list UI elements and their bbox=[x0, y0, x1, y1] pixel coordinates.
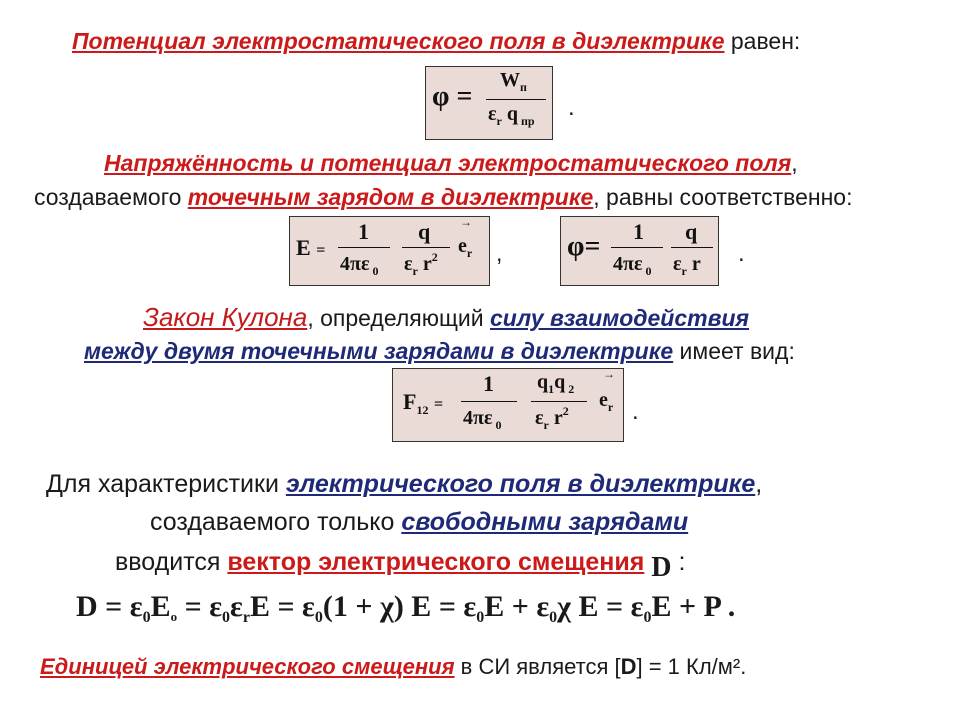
para4-line2: создаваемого только свободными зарядами bbox=[150, 508, 689, 536]
para2-sep-comma: , bbox=[496, 240, 503, 266]
para3-line1: Закон Кулона, определяющий силу взаимодействия bbox=[143, 302, 750, 332]
para2-title: Напряжённость и потенциал электростатического поля bbox=[104, 150, 792, 176]
para2-line2: создаваемого точечным зарядом в диэлектрике, равны соответственно: bbox=[34, 184, 853, 210]
formula-box-field-strength: E = 1 4πε $_0$ q $\varepsilon_r$ $r^2$ → $e_r$ bbox=[289, 216, 490, 286]
para1-line bbox=[72, 28, 800, 55]
footer-line: Единицей электрического смещения в СИ является [D] = 1 Кл/м². bbox=[40, 654, 747, 679]
para3-line2: между двумя точечными зарядами в диэлектрике имеет вид: bbox=[84, 338, 795, 364]
footer-highlight: Единицей электрического смещения bbox=[40, 654, 455, 679]
para3-highlight1: силу взаимодействия bbox=[490, 305, 750, 331]
para1-tail: равен: bbox=[724, 28, 801, 54]
formula-box-potential: φ = $W_п$ $\varepsilon_r$ q $_{пр}$ bbox=[425, 66, 553, 140]
para2-line1: Напряжённость и потенциал электростатического поля, bbox=[104, 150, 798, 176]
formula-box-coulomb: $F_{12}$ = 1 4πε $_0$ $q_1q$ $_2$ $\varepsilon_r$ $r^2$ → $e_r$ bbox=[392, 368, 624, 442]
para2-dot: . bbox=[738, 240, 745, 267]
para3-highlight2: между двумя точечными зарядами в диэлектрике bbox=[84, 338, 674, 364]
para3-dot: . bbox=[632, 398, 639, 425]
para1-dot: . bbox=[568, 94, 575, 121]
para2-highlight: точечным зарядом в диэлектрике bbox=[187, 184, 594, 210]
para1-title: Потенциал электростатического поля в диэлектрике bbox=[72, 28, 725, 54]
para4-highlight3: вектор электрического смещения bbox=[227, 548, 645, 576]
displacement-equation: $D = \varepsilon_0Eo = \varepsilon_0\varepsilon_rE = \varepsilon_0(1 + \chi) E = \varepsilon_0E + \varepsilon_0\chi$ $E = \varepsilon_0E + P$ . bbox=[76, 590, 736, 626]
para4-highlight2: свободными зарядами bbox=[401, 508, 689, 536]
para4-symbol-D: D bbox=[651, 552, 672, 583]
para4-line1: Для характеристики электрического поля в диэлектрике, bbox=[46, 470, 763, 498]
formula-box-potential-point: φ= 1 4πε $_0$ q $\varepsilon_r$ r bbox=[560, 216, 719, 286]
para3-title: Закон Кулона bbox=[143, 302, 308, 332]
para4-line3: вводится вектор электрического смещения D : bbox=[115, 548, 686, 583]
para4-highlight1: электрического поля в диэлектрике bbox=[285, 470, 756, 498]
